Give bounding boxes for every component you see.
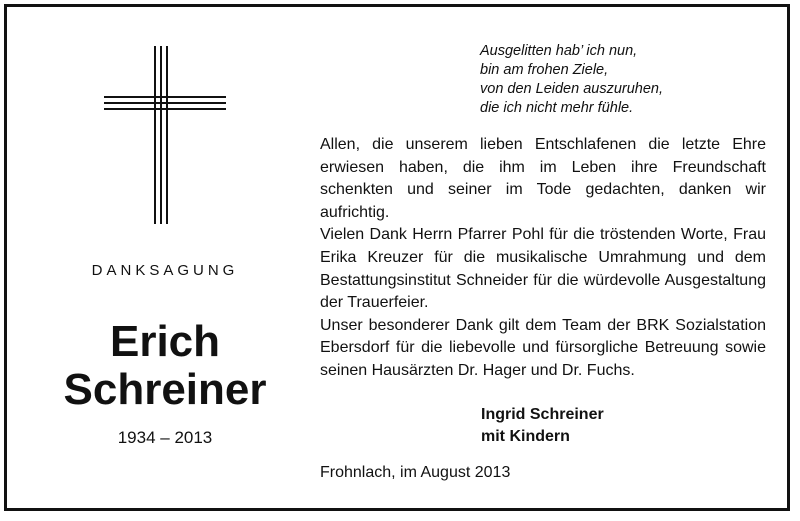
cross-icon: [104, 46, 226, 224]
signer-family: mit Kindern: [481, 428, 570, 445]
poem-line: die ich nicht mehr fühle.: [480, 100, 634, 116]
paragraph-thanks-all: Allen, die unserem lieben Entschlafenen die letzte Ehre erwiesen haben, die ihm im Leben ihre Freundschaft schenkten und seiner im Tode gedachten, danken wir aufrichtig.: [320, 136, 766, 221]
signer-name: Ingrid Schreiner: [481, 406, 604, 423]
paragraph-thanks-care: Unser besonderer Dank gilt dem Team der BRK Sozialstation Ebersdorf für die liebevolle und fürsorgliche Betreuung sowie seinen Hausärzten Dr. Hager und Dr. Fuchs.: [320, 316, 766, 379]
deceased-name: [40, 318, 290, 414]
poem-line: bin am frohen Ziele,: [480, 62, 609, 78]
signature: [481, 404, 604, 448]
first-name: Erich: [109, 317, 221, 366]
last-name: Schreiner: [63, 365, 267, 414]
notice-heading: DANKSAGUNG: [91, 262, 239, 279]
thanks-text: [320, 134, 766, 383]
paragraph-thanks-pastor: Vielen Dank Herrn Pfarrer Pohl für die tröstenden Worte, Frau Erika Kreuzer für die musikalische Umrahmung und dem Bestattungsinstitut Schneider für die würdevolle Ausgestaltung der Trauerfeier.: [320, 226, 766, 312]
poem-line: von den Leiden auszuruhen,: [480, 81, 664, 97]
life-years: 1934 – 2013: [117, 428, 213, 447]
poem-line: Ausgelitten hab’ ich nun,: [480, 43, 638, 59]
place-date: Frohnlach, im August 2013: [320, 464, 511, 481]
poem: [480, 42, 780, 118]
